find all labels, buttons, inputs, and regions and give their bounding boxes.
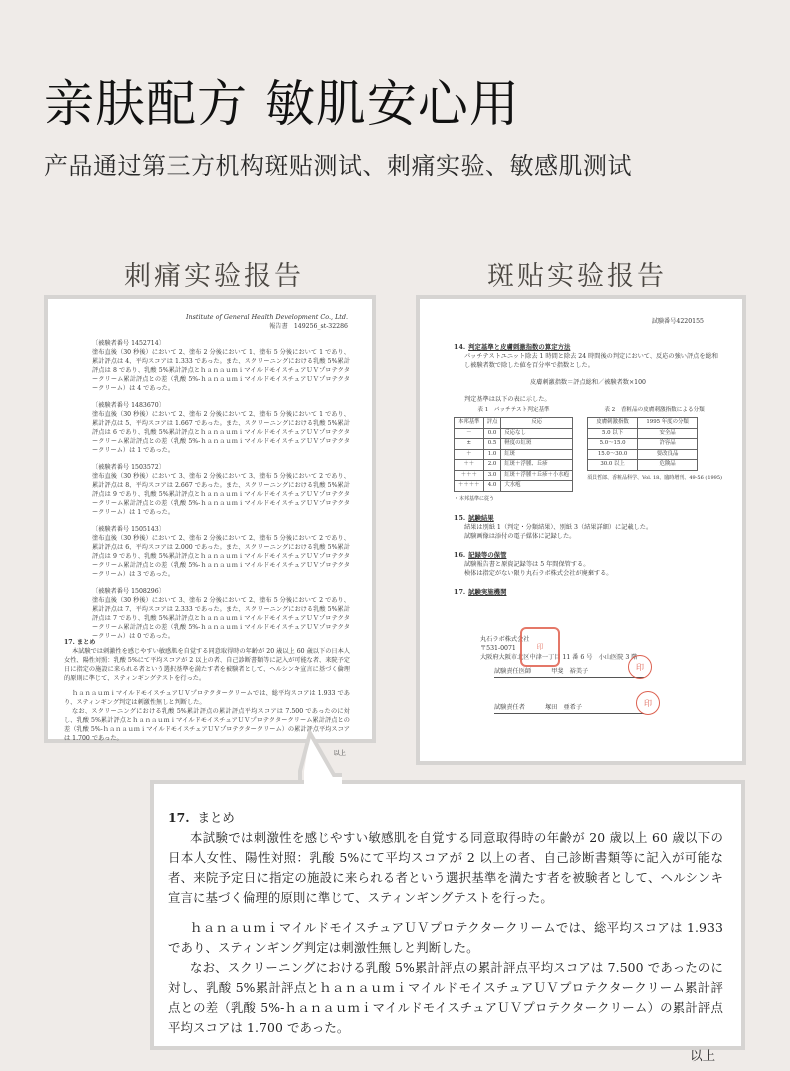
table-cell: ＋＋＋ [455, 470, 484, 481]
table-cell: 軽度の紅斑 [501, 439, 573, 450]
subject-text: 塗布直後（30 秒後）において 2、塗布 2 分後において 1、塗布 5 分後において 1 であり、累計評点は 4、平均スコアは 1.333 であった。また、スクリーニングにおける乳酸 5%累計評点は 8 であり、乳酸 5%累計評点とｈａｎａｕｍｉマイルドモイスチュアＵＶプロテクタークリーム累計評点との差（乳酸 5%-ｈａｎａｕｍｉマイルドモイスチュアＵＶプロテクタークリーム）は 4 であった。 [92, 349, 350, 392]
report-header [186, 313, 348, 331]
section-number: 15. [454, 513, 466, 522]
column-header: 1995 年度の分類 [638, 418, 698, 429]
table-cell: 紅斑 [501, 449, 573, 460]
criteria-note: 判定基準は以下の表に示した。 [464, 396, 551, 403]
table-cell: 5.0～15.0 [588, 439, 638, 450]
summary-heading [64, 638, 350, 647]
table-cell: 反応なし [501, 428, 573, 439]
section-number: 17. [454, 587, 466, 596]
table-row [455, 481, 573, 492]
institute-name: Institute of General Health Development Co., Ltd. [186, 313, 348, 321]
company-seal-stamp: 印 [520, 627, 560, 667]
summary-paragraph: ｈａｎａｕｍｉマイルドモイスチュアＵＶプロテクタークリームでは、総平均スコアは 1.933 であり、スティンギング判定は刺激性無しと判断した。 [64, 690, 350, 706]
summary-callout [150, 780, 745, 1063]
table-1-caption: 表 1 パッチテスト判定基準 [477, 407, 550, 413]
table-row [455, 449, 573, 460]
subject-text: 塗布直後（30 秒後）において 2、塗布 2 分後において 2、塗布 5 分後において 2 であり、累計評点は 6、平均スコアは 2.000 であった。また、スクリーニングにおける乳酸 5%累計評点は 9 であり、乳酸 5%累計評点とｈａｎａｕｍｉマイルドモイスチュアＵＶプロテクタークリーム累計評点との差（乳酸 5%-ｈａｎａｕｍｉマイルドモイスチュアＵＶプロテクタークリーム）は 3 であった。 [92, 535, 350, 578]
section-title: 試験結果 [468, 513, 494, 522]
irritation-formula: 皮膚刺激指数＝評点総和／被験者数×100 [530, 379, 646, 386]
table-row [455, 460, 573, 471]
subject-id: 〔被験者番号 1505143〕 [92, 526, 165, 533]
callout-title: まとめ [197, 810, 235, 825]
subject-id: 〔被験者番号 1503572〕 [92, 464, 165, 471]
table-row [588, 439, 698, 450]
section-15-line: 結果は別紙 1（判定・分類結果）、別紙 3（結果詳細）に記載した。 [464, 523, 653, 531]
table-cell: 5.0 以下 [588, 428, 638, 439]
table-1 [454, 406, 573, 504]
table-cell: 紅斑＋浮腫＋丘疹＋小水疱 [501, 470, 573, 481]
table-row [588, 460, 698, 471]
table-cell: 4.0 [483, 481, 501, 492]
callout-paragraph: ｈａｎａｕｍｉマイルドモイスチュアＵＶプロテクタークリームでは、総平均スコアは 1.933 であり、スティンギング判定は刺激性無しと判断した。 [168, 920, 723, 955]
table-cell: － [455, 428, 484, 439]
callout-paragraph: 本試験では刺激性を感じやすい敏感肌を自覚する同意取得時の年齢が 20 歳以上 60 歳以下の日本人女性、陽性対照：乳酸 5%にて平均スコアが 2 以上の者、自己診断書類等に記入が可能な者、来院予定日に指定の施設に来られる者という選択基準を満たす者を被験者として、ヘルシンキ宣言に基づく倫理的原則に準じて、スティンギングテストを行った。 [168, 830, 723, 905]
postal-code: 〒531-0071 [480, 645, 516, 652]
table-cell: 3.0 [483, 470, 501, 481]
table-row [455, 428, 573, 439]
signer-name: 塚田 亜希子 [544, 704, 583, 711]
table-row [588, 428, 698, 439]
signer-role: 試験責任医師 [494, 668, 532, 675]
section-16-heading [454, 551, 722, 560]
subject-entry [92, 525, 350, 579]
seal-stamp-2: 印 [636, 691, 660, 715]
subject-entry [92, 463, 350, 517]
table-cell: ＋＋＋＋ [455, 481, 484, 492]
summary-end: 以上 [333, 750, 346, 757]
table-header-row [588, 418, 698, 429]
column-header: 反応 [501, 418, 573, 429]
table-cell: ＋ [455, 449, 484, 460]
summary-paragraph: 本試験では刺激性を感じやすい敏感肌を自覚する同意取得時の年齢が 20 歳以上 60 歳以下の日本人女性、陽性対照：乳酸 5%にて平均スコアが 2 以上の者、自己診断書類等に記入が可能な者、来院予定日に指定の施設に来られる者という選択基準を満たす者を被験者として、ヘルシンキ宣言に基づく倫理的原則に準じて、スティンギングテストを行った。 [64, 648, 350, 682]
table-cell: 15.0～30.0 [588, 449, 638, 460]
subject-text: 塗布直後（30 秒後）において 3、塗布 2 分後において 3、塗布 5 分後において 2 であり、累計評点は 8、平均スコアは 2.667 であった。また、スクリーニングにおける乳酸 5%累計評点は 9 であり、乳酸 5%累計評点とｈａｎａｕｍｉマイルドモイスチュアＵＶプロテクタークリーム累計評点との差（乳酸 5%-ｈａｎａｕｍｉマイルドモイスチュアＵＶプロテクタークリーム）は 1 であった。 [92, 473, 350, 516]
table-cell: ＋＋ [455, 460, 484, 471]
table-cell: 大水疱 [501, 481, 573, 492]
section-title: 試験実施機関 [468, 587, 507, 596]
subject-list [92, 339, 350, 649]
subject-entry [92, 587, 350, 641]
section-17-heading [454, 588, 722, 597]
table-cell: 安全品 [638, 428, 698, 439]
section-14-text: パッチテストユニット除去 1 時間と除去 24 時間後の判定において、反応の強い評点を総和し被験者数で除した値を百分率で指数とした。 [464, 353, 718, 369]
summary-callout-content [168, 808, 723, 1066]
callout-pointer [296, 731, 342, 784]
signature-row-2 [494, 703, 644, 714]
section-15-line: 試験画像は添付の電子媒体に記録した。 [464, 532, 576, 540]
section-title: 判定基準と皮膚刺激指数の算定方法 [468, 343, 571, 351]
subject-id: 〔被験者番号 1483670〕 [92, 402, 165, 409]
subject-id: 〔被験者番号 1508296〕 [92, 588, 165, 595]
report-number: 報告書 149256_st-32286 [269, 323, 348, 330]
organization-name: 丸石ラボ株式会社 [480, 636, 530, 643]
page-headline: 亲肤配方 敏肌安心用 [44, 75, 520, 133]
section-14-heading [454, 343, 722, 352]
callout-heading [168, 808, 723, 828]
section-16-line: 検体は指定がない限り丸石ラボ株式会社が廃棄する。 [464, 569, 613, 577]
irritation-index-table [587, 417, 698, 471]
table-cell: 許容品 [638, 439, 698, 450]
signature-row-1 [494, 667, 644, 678]
patch-report-document [416, 295, 746, 765]
table-cell: 2.0 [483, 460, 501, 471]
subject-text: 塗布直後（30 秒後）において 3、塗布 2 分後において 2、塗布 5 分後において 2 であり、累計評点は 7、平均スコアは 2.333 であった。また、スクリーニングにおける乳酸 5%累計評点は 7 であり、乳酸 5%累計評点とｈａｎａｕｍｉマイルドモイスチュアＵＶプロテクタークリーム累計評点との差（乳酸 5%-ｈａｎａｕｍｉマイルドモイスチュアＵＶプロテクタークリーム）は 0 であった。 [92, 597, 350, 640]
table-cell: 要改良品 [638, 449, 698, 460]
table-cell: 1.0 [483, 449, 501, 460]
column-header: 皮膚刺激指数 [588, 418, 638, 429]
table-2 [587, 406, 722, 504]
table-row [455, 470, 573, 481]
callout-number: 17. [168, 810, 190, 825]
table-2-note: 須貝哲郎、香粧品科学、Vol. 18、臨時増刊、49-56 (1995) [587, 474, 722, 481]
callout-paragraph: なお、スクリーニングにおける乳酸 5%累計評点の累計評点平均スコアは 7.500 であったのに対し、乳酸 5%累計評点とｈａｎａｕｍｉマイルドモイスチュアＵＶプロテクタークリーム累計評点との差（乳酸 5%-ｈａｎａｕｍｉマイルドモイスチュアＵＶプロテクタークリーム）の累計評点平均スコアは 1.700 であった。 [168, 960, 723, 1035]
patch-report-content [454, 343, 722, 597]
signer-name: 甲斐 裕美子 [551, 668, 589, 675]
subject-entry [92, 339, 350, 393]
column-header: 本邦基準 [455, 418, 484, 429]
patch-report-title: 斑贴实验报告 [487, 261, 667, 292]
patch-criteria-table [454, 417, 573, 492]
sting-report-document [44, 295, 376, 757]
summary-number: 17. [64, 639, 75, 646]
table-cell: 30.0 以上 [588, 460, 638, 471]
seal-stamp-1: 印 [628, 655, 652, 679]
section-title: 記録等の保管 [468, 550, 507, 559]
section-number: 14. [454, 343, 466, 351]
page-subtitle: 产品通过第三方机构斑贴测试、刺痛实验、敏感肌测试 [44, 152, 632, 180]
callout-end: 以上 [690, 1048, 715, 1063]
table-header-row [455, 418, 573, 429]
table-1-note: ・本邦基準に従う [454, 495, 495, 502]
table-row [588, 449, 698, 460]
signer-role: 試験責任者 [494, 704, 525, 711]
table-cell: 紅斑＋浮腫、丘疹 [501, 460, 573, 471]
criteria-tables [454, 406, 722, 504]
subject-id: 〔被験者番号 1452714〕 [92, 340, 165, 347]
address: 大阪府大阪市北区中津一丁目 11 番 6 号 小山医院 3 階 [480, 654, 638, 661]
column-header: 評点 [483, 418, 501, 429]
sting-report-title: 刺痛实验报告 [124, 261, 304, 292]
table-cell: ± [455, 439, 484, 450]
table-cell: 0.0 [483, 428, 501, 439]
test-number: 試験番号4220155 [651, 318, 704, 325]
section-16-line: 試験報告書と原資記録等は 5 年間保管する。 [464, 560, 590, 568]
subject-entry [92, 401, 350, 455]
summary-title: まとめ [76, 639, 96, 646]
table-cell: 0.5 [483, 439, 501, 450]
table-2-caption: 表 2 香粧品の皮膚刺激指数による分類 [604, 407, 705, 413]
table-cell: 危険品 [638, 460, 698, 471]
section-15-heading [454, 514, 722, 523]
section-number: 16. [454, 550, 466, 559]
table-row [455, 439, 573, 450]
summary-paragraph: なお、スクリーニングにおける乳酸 5%累計評点の累計評点平均スコアは 7.500 であったのに対し、乳酸 5%累計評点とｈａｎａｕｍｉマイルドモイスチュアＵＶプロテクタークリーム累計評点との差（乳酸 5%-ｈａｎａｕｍｉマイルドモイスチュアＵＶプロテクタークリーム）の累計評点平均スコアは 1.700 であった。 [64, 708, 350, 742]
subject-text: 塗布直後（30 秒後）において 2、塗布 2 分後において 2、塗布 5 分後において 1 であり、累計評点は 5、平均スコアは 1.667 であった。また、スクリーニングにおける乳酸 5%累計評点は 6 であり、乳酸 5%累計評点とｈａｎａｕｍｉマイルドモイスチュアＵＶプロテクタークリーム累計評点との差（乳酸 5%-ｈａｎａｕｍｉマイルドモイスチュアＵＶプロテクタークリーム）は 1 であった。 [92, 411, 350, 454]
